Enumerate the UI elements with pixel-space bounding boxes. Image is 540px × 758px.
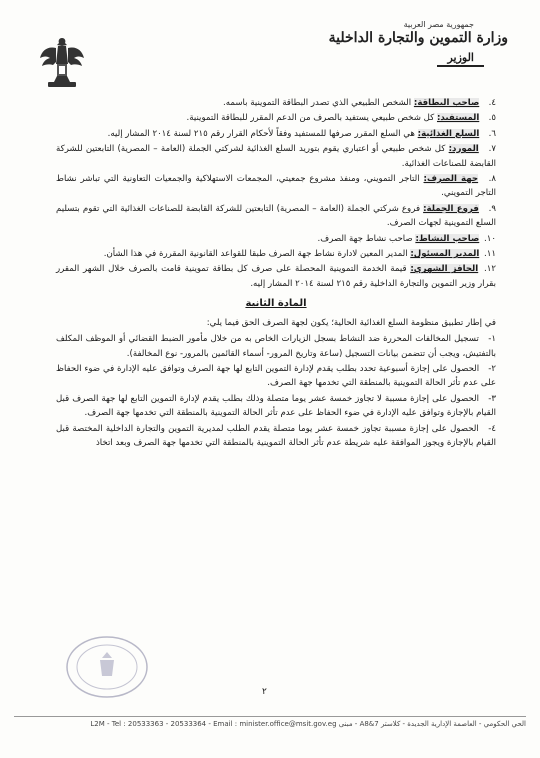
article-title: المادة الثانية [245,298,307,310]
definition-item: ٧. المورد: كل شخص طبيعي أو اعتباري يقوم بتوريد السلع الغذائية لشركتي الجملة (العامة – المصرية) التابعتين للشركة القابضة للصناعات الغذائية. [56,144,496,169]
article-intro: في إطار تطبيق منظومة السلع الغذائية الحالية؛ يكون لجهة الصرف الحق فيما يلي: [206,317,496,328]
definition-item: ٩. فروع الجملة: فروع شركتي الجملة (العامة – المصرية) التابعتين للشركة القابضة للصناعات الغذائية التي تقوم بتسليم السلع التموينية لجهات الصرف. [56,203,496,229]
republic-name: جمهورية مصر العربية [403,20,474,29]
footer-divider [14,716,526,717]
rights-item: ٢- الحصول على إجازة أسبوعية تحدد بطلب يقدم لإدارة التموين التابع لها جهة الصرف وتوافق عليه الإدارة في ضوء الحفاظ على عدم تأثر الحالة التموينية بالمنطقة التي تخدمها جهة الصرف. [56,363,497,389]
rights-item: ٣- الحصول على إجازة مسببة لا تجاوز خمسة عشر يوما متصلة وذلك بطلب يقدم لإدارة التموين التابع لها جهة الصرف قبل القيام بالإجازة وتوافق عليه الإدارة في ضوء الحفاظ على عدم تأثر الحالة التموينية بالمنطقة التي تخدمها جهة الصرف. [56,393,497,419]
definition-item: ٨. جهة الصرف: التاجر التمويني، ومنفذ مشروع جمعيتي، المجمعات الاستهلاكية والجمعيات التعاونية التي تباشر نشاط التاجر التمويني. [56,174,496,199]
eagle-emblem-icon [38,34,86,90]
document-body [56,96,496,451]
definition-item: ١٠. صاحب النشاط: صاحب نشاط جهة الصرف. [317,233,496,244]
rights-item: ٤- الحصول على إجازة مسببة تجاوز خمسة عشر يوما متصلة يقدم الطلب لمديرية التموين والتجارة الداخلية المختصة قبل القيام بالإجازة ويجوز الموافقة عليه شريطة عدم تأثر الحالة التموينية بالمنطقة التي تخدمها جهة الصرف وبعد اتخاذ [56,423,497,448]
definition-item: ٤. صاحب البطاقة: الشخص الطبيعي الذي تصدر البطاقة التموينية باسمه. [223,98,496,108]
definition-item: ١٢. الحافز الشهري: قيمة الخدمة التموينية المحصلة على صرف كل بطاقة تموينية قامت بالصرف خلال الشهر المقرر بقرار وزير التموين والتجارة الداخلية رقم ٢١٥ لسنة ٢٠١٤ المشار إليه. [56,264,496,289]
rights-item: ١- تسجيل المخالفات المحررة ضد النشاط بسجل الزيارات الخاص به من خلال مأمور الضبط القضائي أو الموظف المكلف بالتفتيش، ويجب أن تتضمن بيانات التسجيل (ساعة وتاريخ المرور- أسماء القائمين بالمرور- نوع المخالفة). [56,334,496,359]
letterhead [0,14,540,94]
definition-item: ٥. المستفيد: كل شخص طبيعي يستفيد بالصرف من الدعم المقرر للبطاقة التموينية. [186,113,496,124]
definition-item: ١١. المدير المسئول: المدير المعين لادارة نشاط جهة الصرف طبقا للقواعد القانونية المقررة في هذا الشأن. [103,249,496,260]
footer-contact: الحي الحكومي - العاصمة الإدارية الجديدة - كلاستر A8&7 - مبنى L2M - Tel : 20533363 - 20533364 - Email : minister.office@msit.gov.eg [90,720,526,728]
official-stamp-icon [62,632,152,702]
definition-item: ٦. السلع الغذائية: هي السلع المقرر صرفها للمستفيد وفقاً لأحكام القرار رقم ٢١٥ لسنة ٢٠١٤ المشار إليه. [107,128,496,139]
minister-label: الوزير [437,51,484,67]
page-number: ٢ [262,687,267,697]
ministry-name: وزارة التموين والتجارة الداخلية [328,30,508,46]
ministry-block [308,20,508,67]
